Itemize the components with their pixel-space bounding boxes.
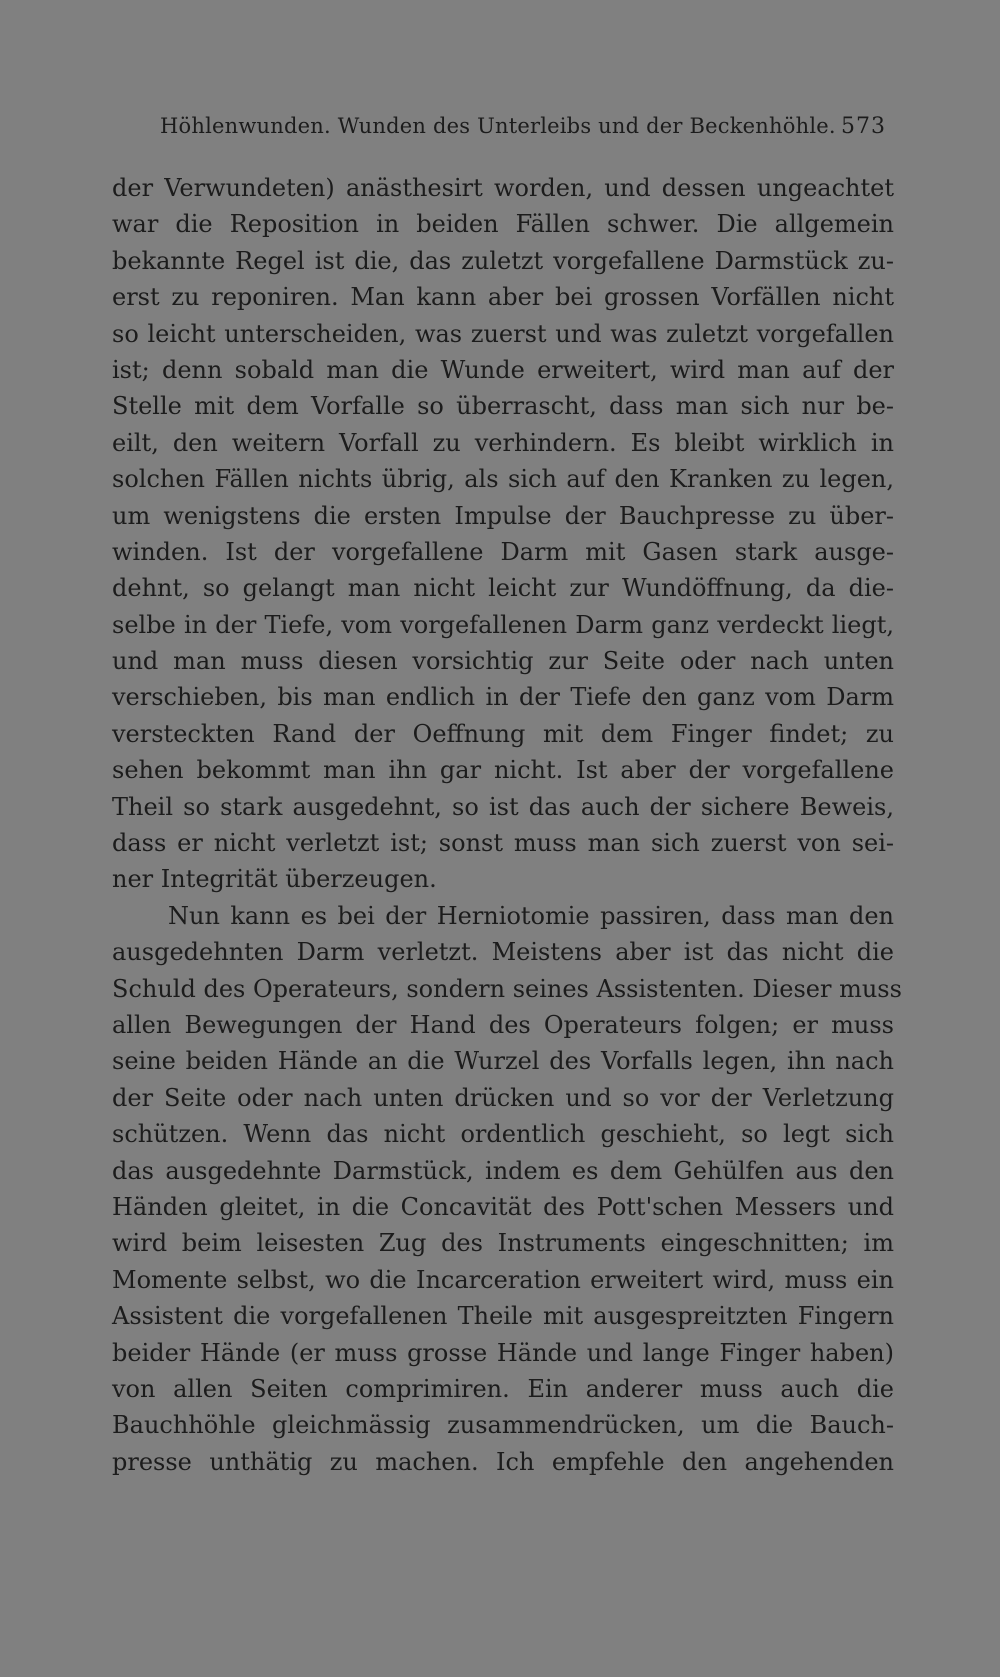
text-line: so leicht unterscheiden, was zuerst und was zuletzt vorgefallen [112, 319, 894, 348]
text-line: eilt, den weitern Vorfall zu verhindern. Es bleibt wirklich in [112, 428, 894, 457]
text-line: der Verwundeten) anästhesirt worden, und dessen ungeachtet [112, 174, 894, 202]
page-header [112, 114, 892, 148]
running-head: Höhlenwunden. Wunden des Unterleibs und der Beckenhöhle. [160, 114, 836, 138]
text-line: beider Hände (er muss grosse Hände und lange Finger haben) [112, 1338, 894, 1367]
text-line: das ausgedehnte Darmstück, indem es dem Gehülfen aus den [112, 1156, 894, 1185]
text-line: versteckten Rand der Oeffnung mit dem Finger findet; zu [112, 719, 894, 748]
text-line: allen Bewegungen der Hand des Operateurs folgen; er muss [112, 1010, 894, 1039]
body-text [112, 170, 902, 1480]
text-line: Bauchhöhle gleichmässig zusammendrücken, um die Bauch- [112, 1411, 894, 1440]
text-line: war die Reposition in beiden Fällen schwer. Die allgemein [112, 210, 894, 239]
text-line: Stelle mit dem Vorfalle so überrascht, dass man sich nur be- [112, 392, 894, 421]
text-line: wird beim leisesten Zug des Instruments eingeschnitten; im [112, 1229, 894, 1258]
text-line: erst zu reponiren. Man kann aber bei grossen Vorfällen nicht [112, 283, 894, 312]
text-line: von allen Seiten comprimiren. Ein anderer muss auch die [112, 1374, 894, 1403]
page-number: 573 [841, 114, 886, 139]
text-line: Theil so stark ausgedehnt, so ist das auch der sichere Beweis, [112, 792, 894, 821]
paragraph-start-line: Nun kann es bei der Herniotomie passiren, dass man den [168, 901, 894, 930]
text-line: ausgedehnten Darm verletzt. Meistens aber ist das nicht die [112, 938, 894, 967]
text-line: dass er nicht verletzt ist; sonst muss man sich zuerst von sei- [112, 829, 894, 858]
text-line: Schuld des Operateurs, sondern seines Assistenten. Dieser muss [112, 974, 902, 1003]
text-line: verschieben, bis man endlich in der Tiefe den ganz vom Darm [112, 683, 894, 712]
text-line: presse unthätig zu machen. Ich empfehle den angehenden [112, 1447, 894, 1476]
text-line: der Seite oder nach unten drücken und so vor der Verletzung [112, 1083, 894, 1112]
text-line: schützen. Wenn das nicht ordentlich geschieht, so legt sich [112, 1120, 894, 1149]
text-line: um wenigstens die ersten Impulse der Bauchpresse zu über- [112, 501, 894, 530]
text-line: Händen gleitet, in die Concavität des Pott'schen Messers und [112, 1192, 894, 1221]
text-line: solchen Fällen nichts übrig, als sich auf den Kranken zu legen, [112, 465, 894, 494]
paragraph-end-line: ner Integrität überzeugen. [112, 865, 437, 894]
text-line: dehnt, so gelangt man nicht leicht zur Wundöffnung, da die- [112, 574, 894, 603]
text-line: Assistent die vorgefallenen Theile mit ausgespreitzten Fingern [112, 1302, 894, 1331]
text-line: sehen bekommt man ihn gar nicht. Ist aber der vorgefallene [112, 756, 894, 785]
text-line: selbe in der Tiefe, vom vorgefallenen Darm ganz verdeckt liegt, [112, 610, 894, 639]
text-line: und man muss diesen vorsichtig zur Seite oder nach unten [112, 647, 894, 676]
text-line: bekannte Regel ist die, das zuletzt vorgefallene Darmstück zu- [112, 246, 894, 275]
text-line: seine beiden Hände an die Wurzel des Vorfalls legen, ihn nach [112, 1047, 894, 1076]
text-line: ist; denn sobald man die Wunde erweitert, wird man auf der [112, 355, 894, 384]
text-line: winden. Ist der vorgefallene Darm mit Gasen stark ausge- [112, 537, 894, 566]
text-line: Momente selbst, wo die Incarceration erweitert wird, muss ein [112, 1265, 894, 1294]
